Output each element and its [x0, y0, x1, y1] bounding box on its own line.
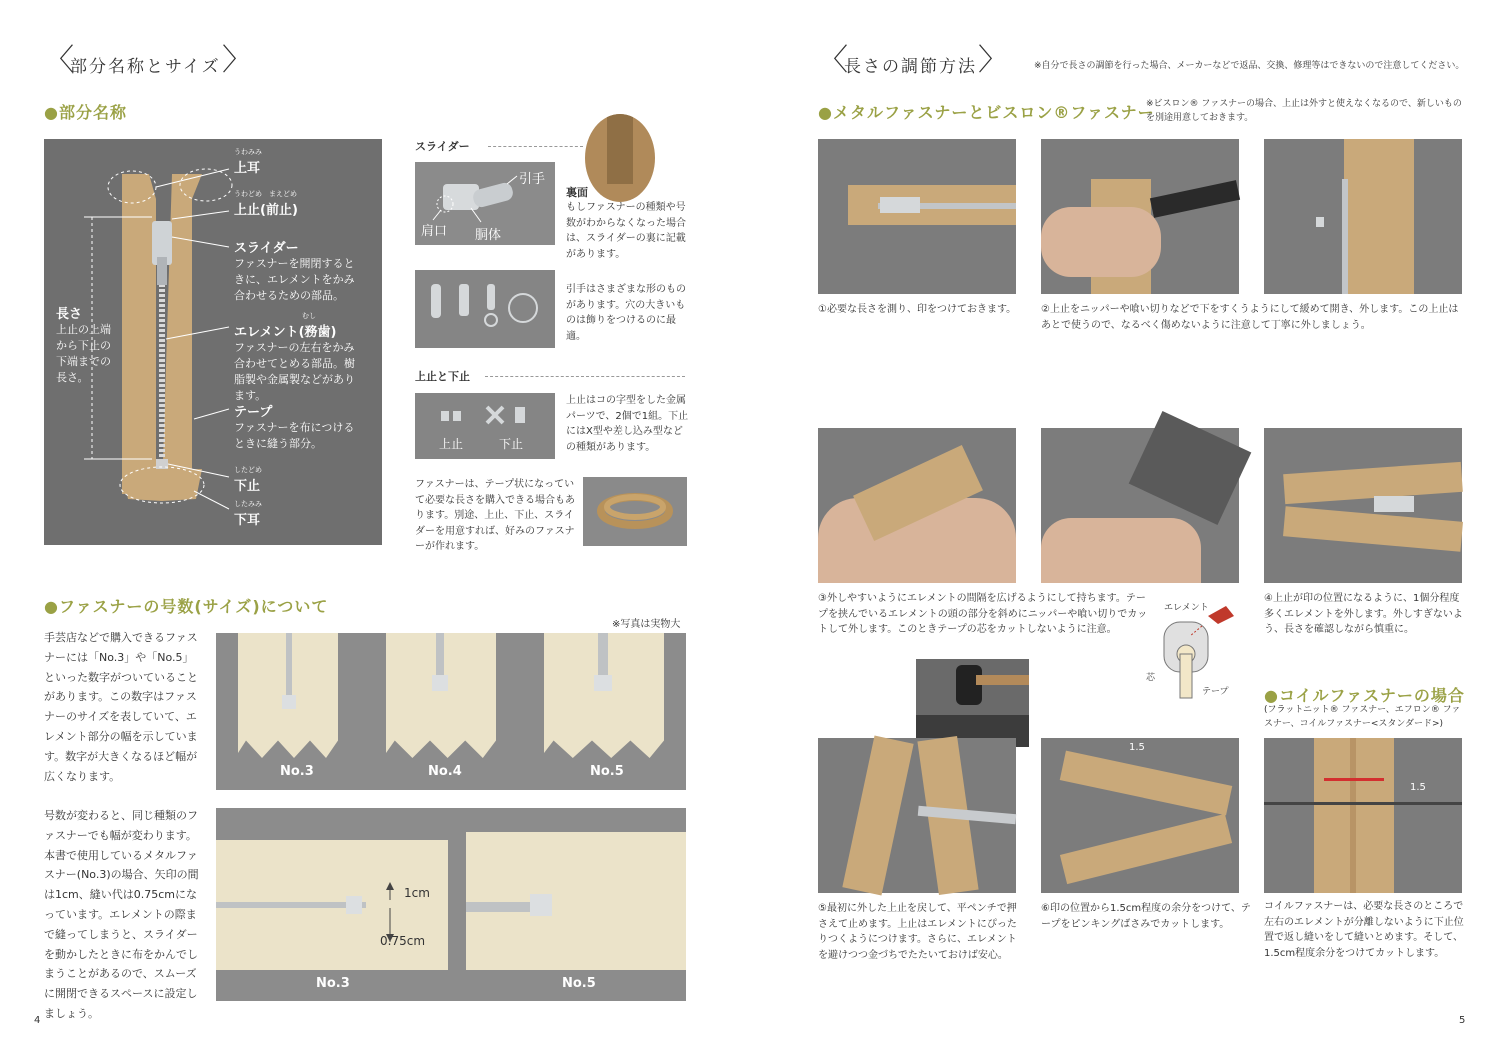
- bracket-open-right: 〈: [818, 43, 848, 78]
- step4-slider: [1374, 496, 1414, 512]
- size-heading: ●ファスナーの号数(サイズ)について: [44, 597, 329, 616]
- step3-element: [1342, 179, 1348, 294]
- element-ruby: むし: [302, 312, 316, 320]
- size-text-2: 号数が変わると、同じ種類のファスナーでも幅が変わります。本書で使用しているメタルファスナー(No.3)の場合、矢印の間は1cm、縫い代は0.75cmになっています。エレメントの際まで縫ってしまうと、スライダーを動かしたときに布をかんでしまうことがあるので、スムーズに開閉できるスペースに設定しましょう。: [44, 809, 199, 1020]
- step-5-text: ⑤最初に外した上止を戻して、平ペンチで押さえて止めます。上止はエレメントにぴったりつくようにつけます。さらに、エレメントを避けつつ金づちでたたいておけば安心。: [818, 903, 1017, 961]
- pull-label: 引手: [519, 172, 546, 187]
- step4-tape-bottom: [1283, 506, 1463, 551]
- size-compare-photo: [216, 633, 686, 790]
- step6-tape-bottom: [1060, 814, 1232, 884]
- tape-label-right: テープ: [1202, 687, 1229, 697]
- hammer-head: [956, 665, 982, 705]
- step2-nipper: [1150, 180, 1240, 218]
- step6-measure: 1.5: [1129, 742, 1145, 753]
- upper-ear-ruby: うわみみ: [234, 148, 262, 156]
- no3-stop: [282, 695, 296, 709]
- size-label-no4: No.4: [428, 764, 462, 779]
- tape-desc: ファスナーを布につけるときに縫う部分。: [234, 421, 355, 450]
- element-label: エレメント(務歯): [234, 325, 337, 340]
- upper-stop-photo-label: 上止: [439, 437, 464, 451]
- width-compare-photo: [216, 808, 686, 1001]
- zipper-diagram-photo: [44, 139, 382, 545]
- coil-heading: ●コイルファスナーの場合: [1264, 686, 1465, 705]
- step5-tape-left: [842, 736, 913, 896]
- coil-desc: コイルファスナーは、必要な長さのところで左右のエレメントが分離しないように下止位置で返し縫いをして縫いとめます。そして、1.5cm程度余分をつけてカットします。: [1264, 901, 1464, 959]
- no5-stop: [594, 675, 612, 691]
- no3-horizontal-stop: [346, 896, 362, 914]
- measure-1cm: 1cm: [404, 886, 430, 900]
- slider-heading: スライダー: [415, 140, 470, 153]
- step2-photo: [1041, 139, 1239, 294]
- compare-label-no3: No.3: [316, 976, 350, 991]
- upper-ear-label: 上耳: [234, 161, 261, 176]
- lower-stop-ruby: したどめ: [234, 466, 262, 474]
- size-note: ※写真は実物大: [612, 619, 681, 630]
- size-text-1: 手芸店などで購入できるファスナーには「No.3」や「No.5」といった数字がついていることがあります。この数字はファスナーのサイズを表していて、エレメント部分の幅を示しています。数字が大きくなるほど幅が広くなります。: [44, 631, 198, 783]
- bracket-open: 〈: [44, 43, 74, 78]
- step-2-text: ②上止をニッパーや喰い切りなどで下をすくうようにして緩めて開き、外します。この上止はあとで使うので、なるべく傷めないように注意して丁寧に外しましょう。: [1041, 304, 1459, 331]
- lower-stop-photo-label: 下止: [499, 437, 524, 451]
- step6-photo: [1041, 738, 1239, 893]
- shoulder-label: 肩口: [421, 224, 448, 239]
- length-desc: 上止の上端から下止の下端までの長さ。: [56, 323, 111, 384]
- compare-label-no5: No.5: [562, 976, 596, 991]
- pull-desc: 引手はさまざまな形のものがあります。穴の大きいものは飾りをつけるのに最適。: [566, 284, 686, 342]
- coil-sub: (フラットニット® ファスナー、エフロン® ファスナー、コイルファスナー<スタンダード>): [1264, 705, 1461, 729]
- coil-cut-line: [1264, 802, 1462, 805]
- roll-illustration: [583, 477, 687, 546]
- step3a-photo: [818, 428, 1016, 583]
- no5-horizontal-zipper: [466, 832, 686, 970]
- step6-tape-top: [1060, 751, 1233, 816]
- slider-photo: [415, 162, 555, 245]
- top-note: ※自分で長さの調節を行った場合、メーカーなどで返品、交換、修理等はできないので注意してください。: [1034, 61, 1465, 71]
- stops-heading-rule: [485, 376, 685, 377]
- slider-desc: ファスナーを開閉するときに、エレメントをかみ合わせるための部品。: [234, 257, 355, 302]
- step3-photo: [1264, 139, 1462, 294]
- size-label-no3: No.3: [280, 764, 314, 779]
- stops-illustration: [415, 393, 555, 459]
- page-number-right: 5: [1459, 1015, 1466, 1026]
- back-desc: もしファスナーの種類や号数がわからなくなった場合は、スライダーの裏に記載があります。: [566, 202, 686, 260]
- parts-heading: ●部分名称: [44, 103, 127, 122]
- step-4-text: ④上止が印の位置になるように、1個分程度多くエレメントを外します。外しすぎないよう、長さを確認しながら慎重に。: [1264, 593, 1463, 635]
- coil-photo: [1264, 738, 1462, 893]
- step4-photo: [1264, 428, 1462, 583]
- step3b-hand: [1041, 518, 1201, 583]
- section-title-left: 部分名称とサイズ: [70, 57, 221, 77]
- upper-stop-label: 上止(前止): [234, 203, 298, 218]
- measure-075cm: 0.75cm: [380, 934, 426, 948]
- page-number-left: 4: [34, 1015, 41, 1026]
- pulls-illustration: [415, 270, 555, 348]
- step3b-nipper: [1129, 411, 1252, 525]
- pull-variety-photo: [415, 270, 555, 348]
- step3b-photo: [1041, 428, 1239, 583]
- hammer-handle: [976, 675, 1029, 685]
- element-desc: ファスナーの左右をかみ合わせてとめる部品。樹脂製や金属製などがあります。: [234, 341, 355, 402]
- no3-horizontal-element: [216, 902, 366, 908]
- lower-ear-ruby: したみみ: [234, 500, 262, 508]
- size-label-no5: No.5: [590, 764, 624, 779]
- slider-heading-rule: [488, 146, 583, 147]
- no4-stop: [432, 675, 448, 691]
- no5-horizontal-stop: [530, 894, 552, 916]
- lower-ear-label: 下耳: [234, 513, 261, 528]
- core-label: 芯: [1146, 673, 1156, 683]
- metal-note: ※ビスロン® ファスナーの場合、上止は外すと使えなくなるので、新しいものを別途用意しておきます。: [1146, 99, 1462, 123]
- coil-stitch: [1324, 778, 1384, 781]
- body-label: 胴体: [475, 228, 502, 243]
- step1-photo: [818, 139, 1016, 294]
- element-label-right: エレメント: [1164, 603, 1209, 613]
- step-1-text: ①必要な長さを測り、印をつけておきます。: [818, 304, 1017, 315]
- zipper-roll-photo: [583, 477, 687, 546]
- stops-photo: [415, 393, 555, 459]
- no3-element: [286, 633, 292, 703]
- bracket-close-right: 〉: [978, 43, 1008, 78]
- step2-hand: [1041, 207, 1161, 277]
- back-title: 裏面: [566, 186, 588, 199]
- bracket-close: 〉: [222, 43, 252, 78]
- step-6-text: ⑥印の位置から1.5cm程度の余分をつけて、テープをピンキングばさみでカットします。: [1041, 903, 1251, 930]
- step4-tape-top: [1283, 462, 1463, 504]
- coil-measure: 1.5: [1410, 782, 1426, 793]
- lower-stop-label: 下止: [234, 479, 261, 494]
- step1-slider: [880, 197, 920, 213]
- step-3-text: ③外しやすいようにエレメントの間隔を広げるようにして持ちます。テープを挟んでいるエレメントの頭の部分を斜めにニッパーや喰い切りでカットして外します。このときテープの芯をカットしないように注意。: [818, 593, 1148, 635]
- upper-stop-ruby: うわどめ まえどめ: [234, 190, 297, 198]
- step3-stop: [1316, 217, 1324, 227]
- stops-desc: 上止はコの字型をした金属パーツで、2個で1組。下止にはX型や差し込み型などの種類があります。: [566, 395, 689, 453]
- step5-photo: [818, 738, 1016, 893]
- coil-element: [1350, 738, 1356, 893]
- length-label: 長さ: [56, 307, 83, 322]
- step3-tape: [1344, 139, 1414, 294]
- stops-heading: 上止と下止: [415, 370, 470, 383]
- section-title-right: 長さの調節方法: [844, 57, 977, 77]
- roll-desc: ファスナーは、テープ状になっていて必要な長さを購入できる場合もあります。別途、上止、下止、スライダーを用意すれば、好みのファスナーが作れます。: [415, 479, 575, 552]
- tape-label: テープ: [234, 405, 273, 420]
- hammer-photo: [916, 659, 1029, 747]
- metal-heading: ●メタルファスナーとビスロン®ファスナー: [818, 103, 1155, 122]
- slider-label: スライダー: [234, 241, 299, 256]
